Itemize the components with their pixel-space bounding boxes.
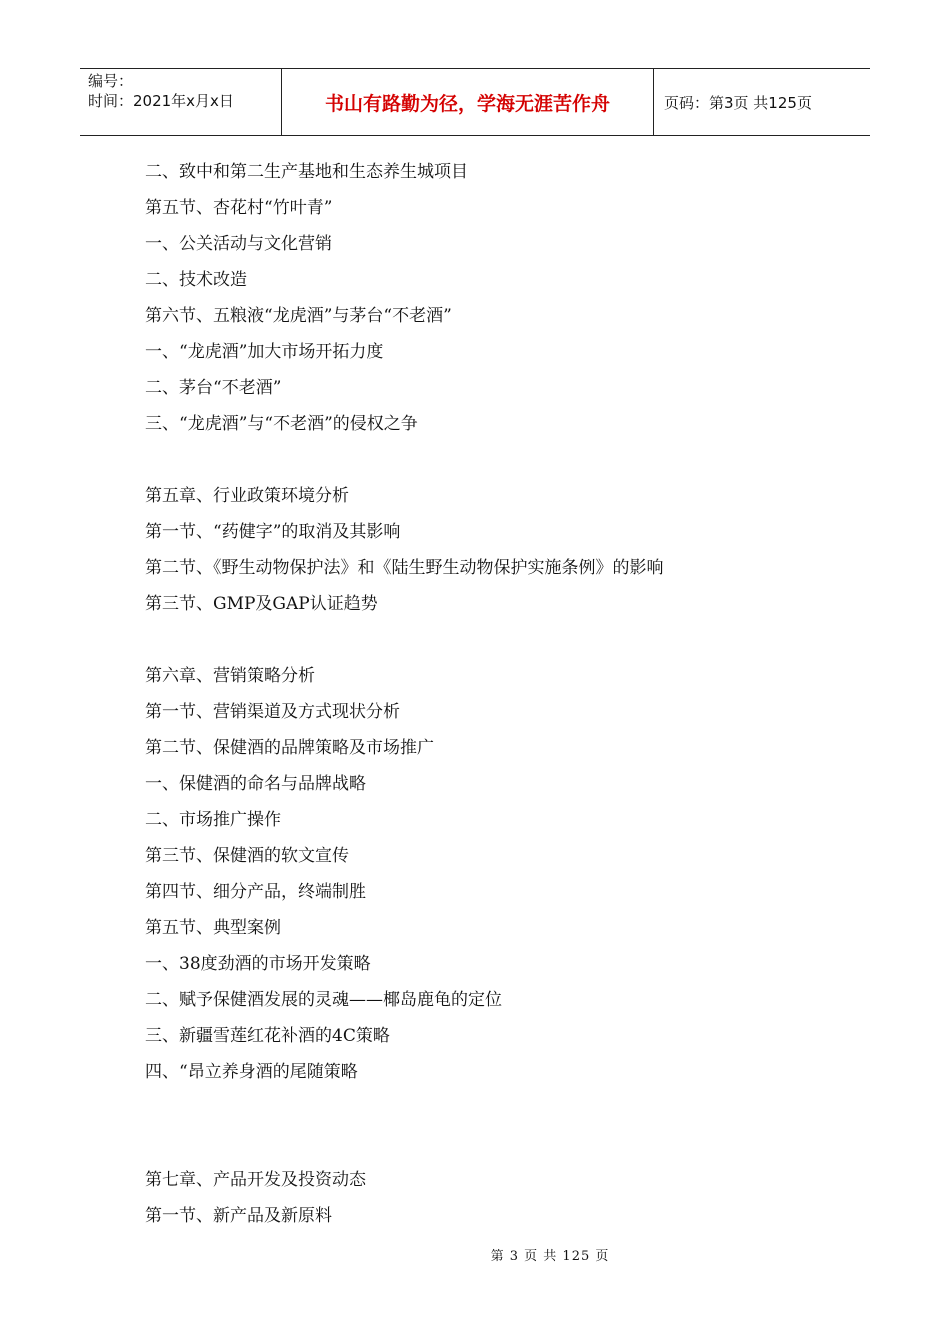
document-header	[80, 68, 870, 136]
toc-line: 二、技术改造	[145, 270, 247, 290]
toc-chapter: 第五章、行业政策环境分析	[145, 486, 349, 506]
toc-line: 第一节、新产品及新原料	[145, 1206, 332, 1226]
table-of-contents	[145, 154, 845, 1234]
toc-line: 第三节、保健酒的软文宣传	[145, 846, 349, 866]
spacer	[145, 442, 845, 478]
time-label: 时间：2021年x月x日	[88, 92, 234, 110]
toc-line: 二、茅台“不老酒”	[145, 378, 282, 398]
toc-line: 三、新疆雪莲红花补酒的4C策略	[145, 1026, 390, 1046]
toc-line: 第五节、杏花村“竹叶青”	[145, 198, 333, 218]
toc-line: 二、致中和第二生产基地和生态养生城项目	[145, 162, 468, 182]
toc-line: 一、“龙虎酒”加大市场开拓力度	[145, 342, 384, 362]
toc-line: 二、赋予保健酒发展的灵魂——椰岛鹿龟的定位	[145, 990, 502, 1010]
toc-chapter: 第七章、产品开发及投资动态	[145, 1170, 366, 1190]
header-meta	[80, 69, 282, 135]
header-page-info: 页码：第3页 共125页	[664, 93, 812, 112]
toc-line: 一、保健酒的命名与品牌战略	[145, 774, 366, 794]
page-footer	[0, 1245, 950, 1264]
spacer	[145, 622, 845, 658]
toc-chapter: 第六章、营销策略分析	[145, 666, 315, 686]
footer-page-number: 第 3 页 共 125 页	[490, 1249, 610, 1264]
toc-line: 四、“昂立养身酒的尾随策略	[145, 1062, 358, 1082]
toc-line: 第六节、五粮液“龙虎酒”与茅台“不老酒”	[145, 306, 452, 326]
toc-line: 第四节、细分产品，终端制胜	[145, 882, 366, 902]
toc-line: 第二节、《野生动物保护法》和《陆生野生动物保护实施条例》的影响	[145, 558, 664, 578]
toc-line: 第二节、保健酒的品牌策略及市场推广	[145, 738, 434, 758]
toc-line: 一、公关活动与文化营销	[145, 234, 332, 254]
toc-line: 第一节、“药健字”的取消及其影响	[145, 522, 401, 542]
number-label: 编号：	[88, 72, 134, 90]
toc-line: 第一节、营销渠道及方式现状分析	[145, 702, 400, 722]
toc-line: 第五节、典型案例	[145, 918, 281, 938]
toc-line: 第三节、GMP及GAP认证趋势	[145, 594, 378, 614]
toc-line: 三、“龙虎酒”与“不老酒”的侵权之争	[145, 414, 418, 434]
spacer	[145, 1090, 845, 1162]
header-motto: 书山有路勤为径，学海无涯苦作舟	[282, 69, 654, 135]
toc-line: 一、38度劲酒的市场开发策略	[145, 954, 371, 974]
toc-line: 二、市场推广操作	[145, 810, 281, 830]
